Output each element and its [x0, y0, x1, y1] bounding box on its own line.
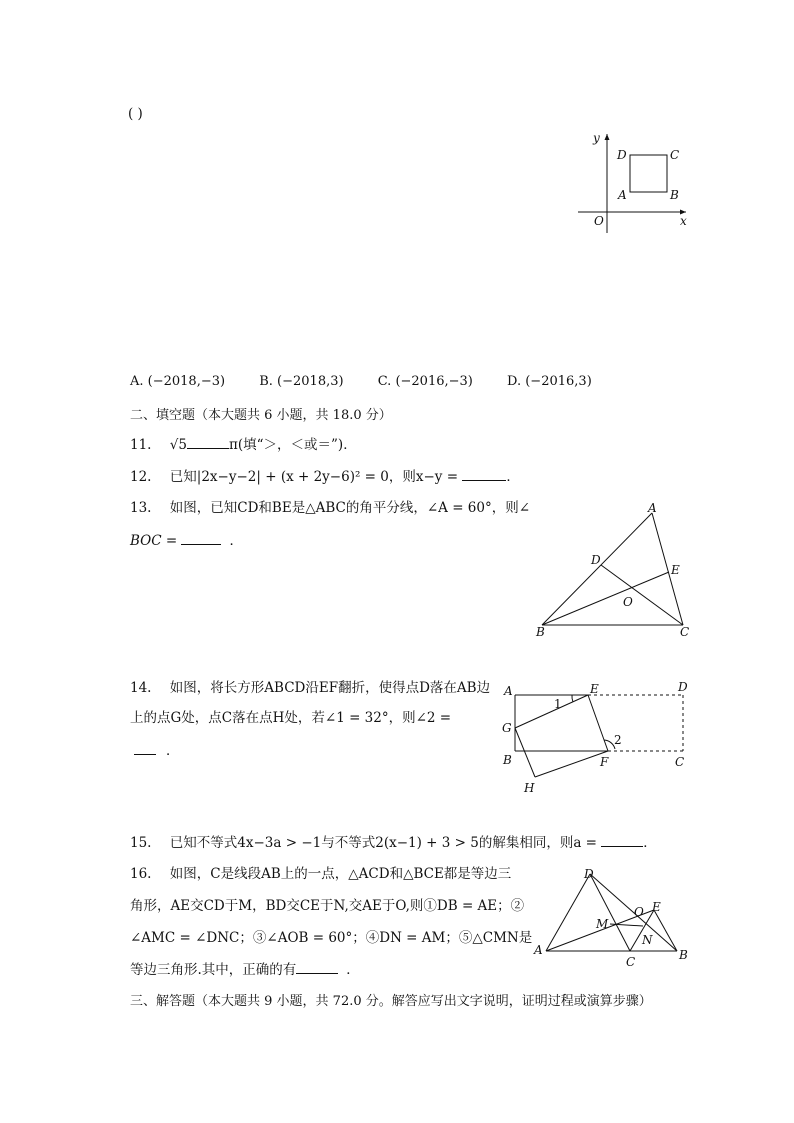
angle-2-label: 2: [614, 733, 622, 747]
label-h: H: [524, 781, 535, 795]
q12-end: ．: [506, 469, 520, 485]
label-a: A: [648, 501, 657, 515]
label-m: M: [596, 917, 609, 931]
label-g: G: [502, 721, 512, 735]
label-a: A: [618, 188, 627, 202]
q16-line3: ∠AMC = ∠DNC；③∠AOB = 60°；④DN = AM；⑤△CMN是: [130, 930, 533, 946]
label-e: E: [590, 682, 599, 696]
q16-number: 16.: [130, 866, 152, 882]
q13-number: 13.: [130, 500, 152, 516]
label-d: D: [584, 867, 594, 881]
angle-1-label: 1: [554, 697, 562, 711]
q14-line3: [134, 740, 180, 761]
q15-number: 15.: [130, 835, 152, 851]
question-11: [130, 434, 357, 455]
label-a: A: [534, 943, 543, 957]
q13-end: ．: [229, 533, 243, 549]
section-2-title: 二、填空题（本大题共 6 小题，共 18.0 分）: [130, 408, 392, 423]
label-d: D: [617, 148, 627, 162]
q11-sqrt: √5: [169, 437, 187, 453]
label-origin: O: [594, 214, 604, 228]
q10-option-a[interactable]: A. (−2018,−3): [130, 374, 226, 389]
q10-coordinate-figure: [570, 128, 695, 233]
q11-answer-blank[interactable]: [187, 434, 229, 449]
q13-line1: 如图，已知CD和BE是△ABC的角平分线，∠A = 60°，则∠: [169, 500, 531, 516]
q13-answer-blank[interactable]: [181, 530, 221, 545]
q13-triangle-figure: [530, 498, 700, 640]
question-12: [130, 466, 520, 487]
q11-number: 11.: [130, 437, 152, 453]
q15-answer-blank[interactable]: [601, 832, 643, 847]
q10-options: [130, 372, 622, 392]
q10-option-d[interactable]: D. (−2016,3): [507, 374, 592, 389]
q15-end: ．: [643, 835, 657, 851]
q10-option-c[interactable]: C. (−2016,−3): [377, 374, 473, 389]
q14-end: ．: [166, 743, 180, 759]
q12-text: 已知|2x−y−2| + (x + 2y−6)² = 0，则x−y =: [169, 469, 463, 485]
label-d: D: [591, 553, 601, 567]
q12-answer-blank[interactable]: [462, 466, 506, 481]
label-c: C: [675, 755, 685, 769]
q10-paren: ( ): [128, 106, 143, 122]
q16-line1: 如图，C是线段AB上的一点，△ACD和△BCE都是等边三: [169, 866, 512, 882]
label-f: F: [600, 755, 609, 769]
q14-line2: 上的点G处，点C落在点H处，若∠1 = 32°，则∠2 =: [130, 710, 452, 726]
question-14: [130, 678, 490, 698]
label-x: x: [680, 214, 687, 228]
q16-line4: [130, 959, 360, 980]
label-e: E: [652, 900, 661, 914]
q14-number: 14.: [130, 680, 152, 696]
q16-equilateral-figure: [530, 862, 700, 972]
label-b: B: [679, 948, 688, 962]
q13-line2-text: BOC =: [130, 533, 182, 549]
q14-folding-figure: [498, 678, 698, 796]
square-abcd: [630, 155, 667, 192]
question-15: [130, 832, 657, 853]
q14-answer-blank[interactable]: [134, 740, 156, 755]
question-13: [130, 498, 530, 518]
q16-line4-text: 等边三角形.其中，正确的有: [130, 962, 297, 978]
q13-line2: [130, 530, 243, 551]
q16-line2: 角形，AE交CD于M，BD交CE于N,交AE于O,则①DB = AE；②: [130, 898, 525, 914]
label-o: O: [634, 905, 644, 919]
label-o: O: [623, 595, 633, 609]
bisector-be: [542, 572, 669, 625]
q16-answer-blank[interactable]: [296, 959, 338, 974]
label-a: A: [504, 684, 513, 698]
label-n: N: [642, 933, 653, 947]
fold-line-ef: [588, 695, 608, 751]
q16-end: ．: [346, 962, 360, 978]
label-e: E: [671, 563, 680, 577]
label-c: C: [670, 148, 680, 162]
label-b: B: [670, 188, 679, 202]
label-y: y: [593, 131, 600, 145]
label-c: C: [680, 625, 690, 639]
q11-text: π(填“＞，＜或＝”)．: [228, 437, 357, 453]
q14-line1: 如图，将长方形ABCD沿EF翻折，使得点D落在AB边: [169, 680, 491, 696]
label-b: B: [503, 753, 512, 767]
label-b: B: [536, 625, 545, 639]
section-3-title: 三、解答题（本大题共 9 小题，共 72.0 分。解答应写出文字说明，证明过程或演算步骤）: [130, 994, 652, 1009]
label-c: C: [626, 955, 636, 969]
q12-number: 12.: [130, 469, 152, 485]
question-16: [130, 864, 511, 884]
q10-option-b[interactable]: B. (−2018,3): [259, 374, 344, 389]
q15-text: 已知不等式4x−3a > −1与不等式2(x−1) + 3 > 5的解集相同，则a =: [169, 835, 602, 851]
label-d: D: [678, 680, 688, 694]
